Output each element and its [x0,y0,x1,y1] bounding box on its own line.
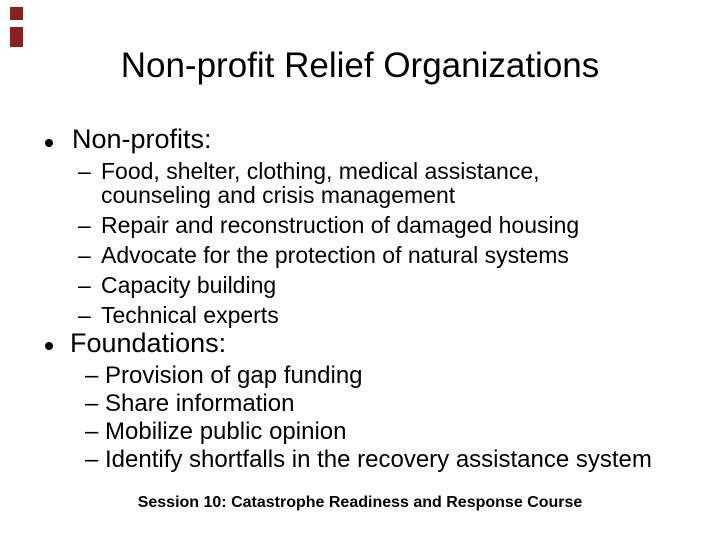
list-item-text: Advocate for the protection of natural systems [101,242,569,268]
foundations-sub-list [0,362,680,474]
section-heading-nonprofits: Non-profits: [72,124,212,154]
section-heading-foundations: Foundations: [70,328,227,358]
slide-accent-mark-bottom [10,27,23,47]
list-item [0,390,680,418]
list-item-text: Identify shortfalls in the recovery assistance system [105,446,652,473]
dash-bullet-icon: – [78,272,91,298]
slide-title: Non-profit Relief Organizations [120,46,600,85]
list-item [0,213,650,237]
list-item [0,418,680,446]
list-item [0,446,680,474]
slide-footer: Session 10: Catastrophe Readiness and Response Course [137,494,583,511]
dash-bullet-icon: – [85,446,99,473]
list-item-text: Provision of gap funding [105,362,363,389]
list-item-text: Food, shelter, clothing, medical assistance, counseling and crisis management [101,158,540,208]
dash-bullet-icon: – [78,302,91,328]
dash-bullet-icon: – [78,212,91,238]
dash-bullet-icon: – [85,418,99,445]
list-item [0,159,650,207]
list-item-text: Mobilize public opinion [105,418,347,445]
list-item-text: Repair and reconstruction of damaged housing [101,212,580,238]
list-item [0,243,650,267]
dash-bullet-icon: – [85,362,99,389]
list-item [0,303,650,327]
nonprofits-sub-list [0,159,650,333]
dash-bullet-icon: – [85,390,99,417]
dash-bullet-icon: – [78,242,91,268]
dash-bullet-icon: – [78,158,91,184]
slide-accent-mark-top [10,7,23,20]
list-item-text: Share information [105,390,295,417]
bullet-icon [45,342,53,350]
list-item [0,362,680,390]
bullet-icon [45,139,53,147]
list-item-text: Capacity building [101,272,277,298]
list-item-text: Technical experts [101,302,279,328]
list-item [0,273,650,297]
